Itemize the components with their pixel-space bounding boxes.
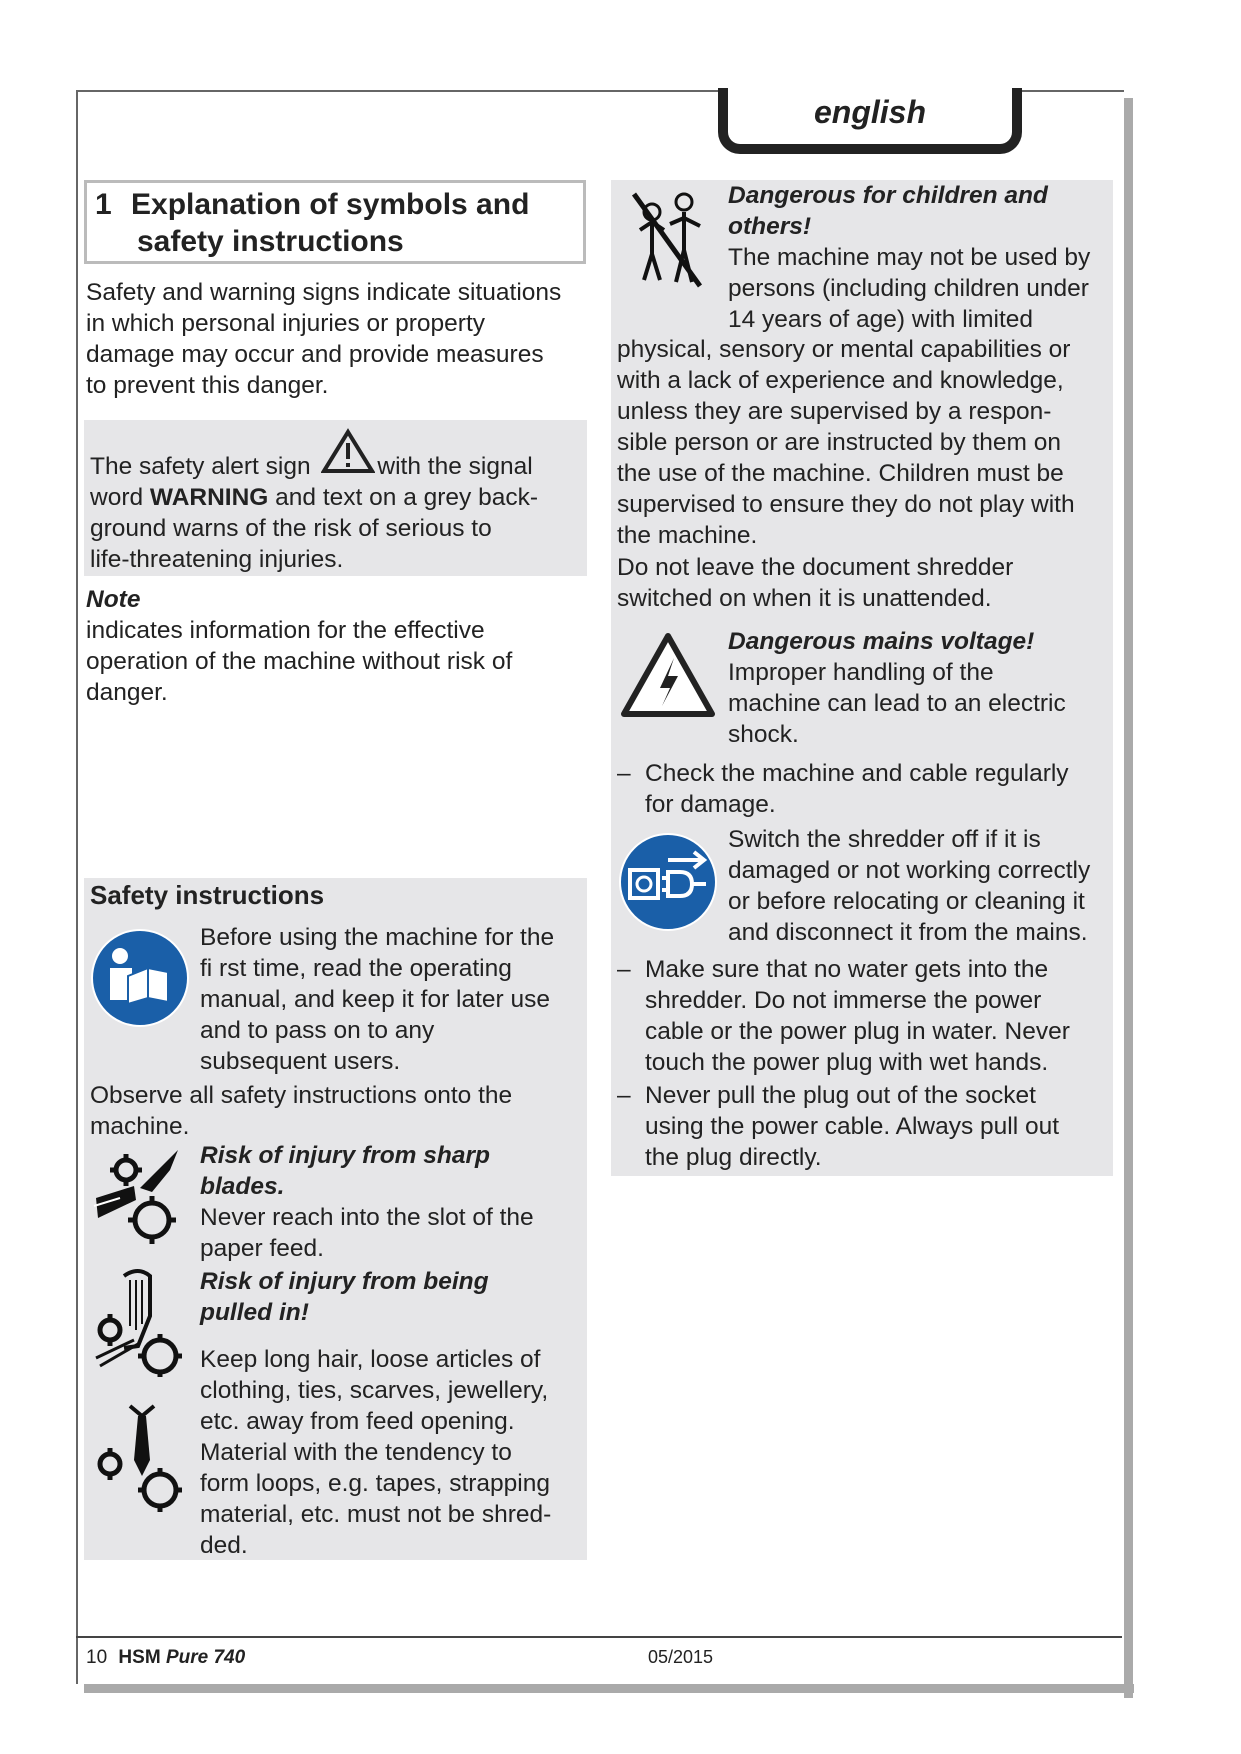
section-title xyxy=(84,180,586,264)
voltage-text: machine can lead to an electric xyxy=(728,690,1066,717)
warning-keyword: WARNING xyxy=(149,484,269,511)
brand-logo: HSM xyxy=(118,1647,161,1668)
warning-text: word xyxy=(90,484,150,511)
warning-text: ground warns of the risk of serious to xyxy=(90,515,492,542)
water-line: cable or the power plug in water. Never xyxy=(645,1018,1070,1045)
warning-box-text xyxy=(90,450,585,575)
intro-line: in which personal injuries or property xyxy=(86,310,485,337)
switch-off-line: Switch the shredder off if it is xyxy=(728,826,1041,853)
blades-warning xyxy=(200,1140,586,1264)
read-manual-icon xyxy=(90,928,190,1033)
unattended-line: switched on when it is unattended. xyxy=(617,585,992,612)
pulled-text: form loops, e.g. tapes, strapping xyxy=(200,1470,550,1497)
voltage-warning xyxy=(728,626,1113,750)
observe-line: Observe all safety instructions onto the xyxy=(90,1082,513,1109)
unattended-text xyxy=(617,552,1112,614)
note-line: indicates information for the effective xyxy=(86,617,485,644)
manual-line: manual, and keep it for later use xyxy=(200,986,551,1013)
blades-title: Risk of injury from sharp xyxy=(200,1142,490,1169)
page-number: 10 xyxy=(86,1647,108,1668)
dash-bullet: – xyxy=(617,956,631,983)
unattended-line: Do not leave the document shredder xyxy=(617,554,1014,581)
tie-pulled-in-icon xyxy=(94,1404,190,1521)
manual-line: Before using the machine for the xyxy=(200,924,555,951)
intro-line: to prevent this danger. xyxy=(86,372,329,399)
water-line: Make sure that no water gets into the xyxy=(645,956,1049,983)
water-item xyxy=(617,954,1112,1078)
pulled-text: material, etc. must not be shred- xyxy=(200,1501,552,1528)
plug-line: Never pull the plug out of the socket xyxy=(645,1082,1036,1109)
warning-text: The safety alert sign xyxy=(90,453,311,480)
voltage-text: Improper handling of the xyxy=(728,659,994,686)
children-text: unless they are supervised by a respon- xyxy=(617,398,1052,425)
blades-text: paper feed. xyxy=(200,1235,324,1262)
note-label: Note xyxy=(86,586,141,613)
children-text: with a lack of experience and knowledge, xyxy=(617,367,1064,394)
pulled-text: Keep long hair, loose articles of xyxy=(200,1346,541,1373)
observe-line: machine. xyxy=(90,1113,190,1140)
check-line: for damage. xyxy=(645,791,776,818)
switch-off-line: or before relocating or cleaning it xyxy=(728,888,1085,915)
intro-line: damage may occur and provide measures xyxy=(86,341,544,368)
children-title: others! xyxy=(728,213,812,240)
warning-text: with the signal xyxy=(377,453,533,480)
children-text: the use of the machine. Children must be xyxy=(617,460,1064,487)
pulled-in-warning xyxy=(200,1266,586,1328)
children-text: persons (including children under xyxy=(728,275,1089,302)
manual-instructions-cont xyxy=(200,953,586,1077)
intro-line: Safety and warning signs indicate situations xyxy=(86,279,562,306)
switch-off-line: damaged or not working correctly xyxy=(728,857,1091,884)
plug-line: the plug directly. xyxy=(645,1144,822,1171)
pulled-text: etc. away from feed opening. xyxy=(200,1408,515,1435)
section-number: 1 xyxy=(95,188,112,221)
footer-date: 05/2015 xyxy=(648,1647,714,1667)
water-line: shredder. Do not immerse the power xyxy=(645,987,1042,1014)
children-warning xyxy=(728,180,1113,335)
voltage-title: Dangerous mains voltage! xyxy=(728,628,1035,655)
water-line: touch the power plug with wet hands. xyxy=(645,1049,1049,1076)
electric-shock-icon xyxy=(620,632,716,723)
note-line: danger. xyxy=(86,679,168,706)
children-text: physical, sensory or mental capabilities or xyxy=(617,336,1071,363)
note-block xyxy=(86,584,586,708)
footer-left xyxy=(86,1647,245,1669)
check-cable-item xyxy=(617,758,1112,820)
footer-divider xyxy=(76,1636,1122,1638)
warning-triangle-icon xyxy=(317,450,377,474)
manual-line: subsequent users. xyxy=(200,1048,401,1075)
pulled-text: ded. xyxy=(200,1532,248,1559)
children-text: sible person or are instructed by them on xyxy=(617,429,1061,456)
observe-instructions xyxy=(90,1080,580,1142)
blades-title: blades. xyxy=(200,1173,285,1200)
pulled-title: Risk of injury from being xyxy=(200,1268,489,1295)
no-children-icon xyxy=(630,190,710,295)
warning-text: and text on a grey back- xyxy=(268,484,538,511)
language-tab: english xyxy=(718,88,1022,154)
children-text: supervised to ensure they do not play with xyxy=(617,491,1075,518)
manual-instructions xyxy=(200,922,586,953)
voltage-text: shock. xyxy=(728,721,799,748)
disconnect-plug-icon xyxy=(618,832,718,937)
model-name: Pure 740 xyxy=(165,1647,246,1668)
plug-line: using the power cable. Always pull out xyxy=(645,1113,1060,1140)
section-title-line1: Explanation of symbols and xyxy=(131,188,530,221)
dash-bullet: – xyxy=(617,1082,631,1109)
children-text: the machine. xyxy=(617,522,758,549)
manual-line: fi rst time, read the operating xyxy=(200,955,512,982)
pulled-title: pulled in! xyxy=(200,1299,309,1326)
children-text: 14 years of age) with limited xyxy=(728,306,1034,333)
check-line: Check the machine and cable regularly xyxy=(645,760,1069,787)
children-text-full xyxy=(617,334,1112,551)
blades-text: Never reach into the slot of the xyxy=(200,1204,534,1231)
sharp-blades-icon xyxy=(90,1148,190,1253)
children-title: Dangerous for children and xyxy=(728,182,1048,209)
safety-heading: Safety instructions xyxy=(90,880,325,910)
pulled-text: Material with the tendency to xyxy=(200,1439,512,1466)
hair-pulled-in-icon xyxy=(94,1266,190,1383)
pulled-in-text xyxy=(200,1344,586,1561)
section-title-line2: safety instructions xyxy=(137,225,404,258)
manual-line: and to pass on to any xyxy=(200,1017,435,1044)
children-text: The machine may not be used by xyxy=(728,244,1091,271)
switch-off-text xyxy=(728,824,1113,948)
note-line: operation of the machine without risk of xyxy=(86,648,513,675)
switch-off-line: and disconnect it from the mains. xyxy=(728,919,1088,946)
warning-text: life-threatening injuries. xyxy=(90,546,344,573)
plug-item xyxy=(617,1080,1112,1173)
intro-paragraph xyxy=(86,277,586,401)
dash-bullet: – xyxy=(617,760,631,787)
pulled-text: clothing, ties, scarves, jewellery, xyxy=(200,1377,549,1404)
